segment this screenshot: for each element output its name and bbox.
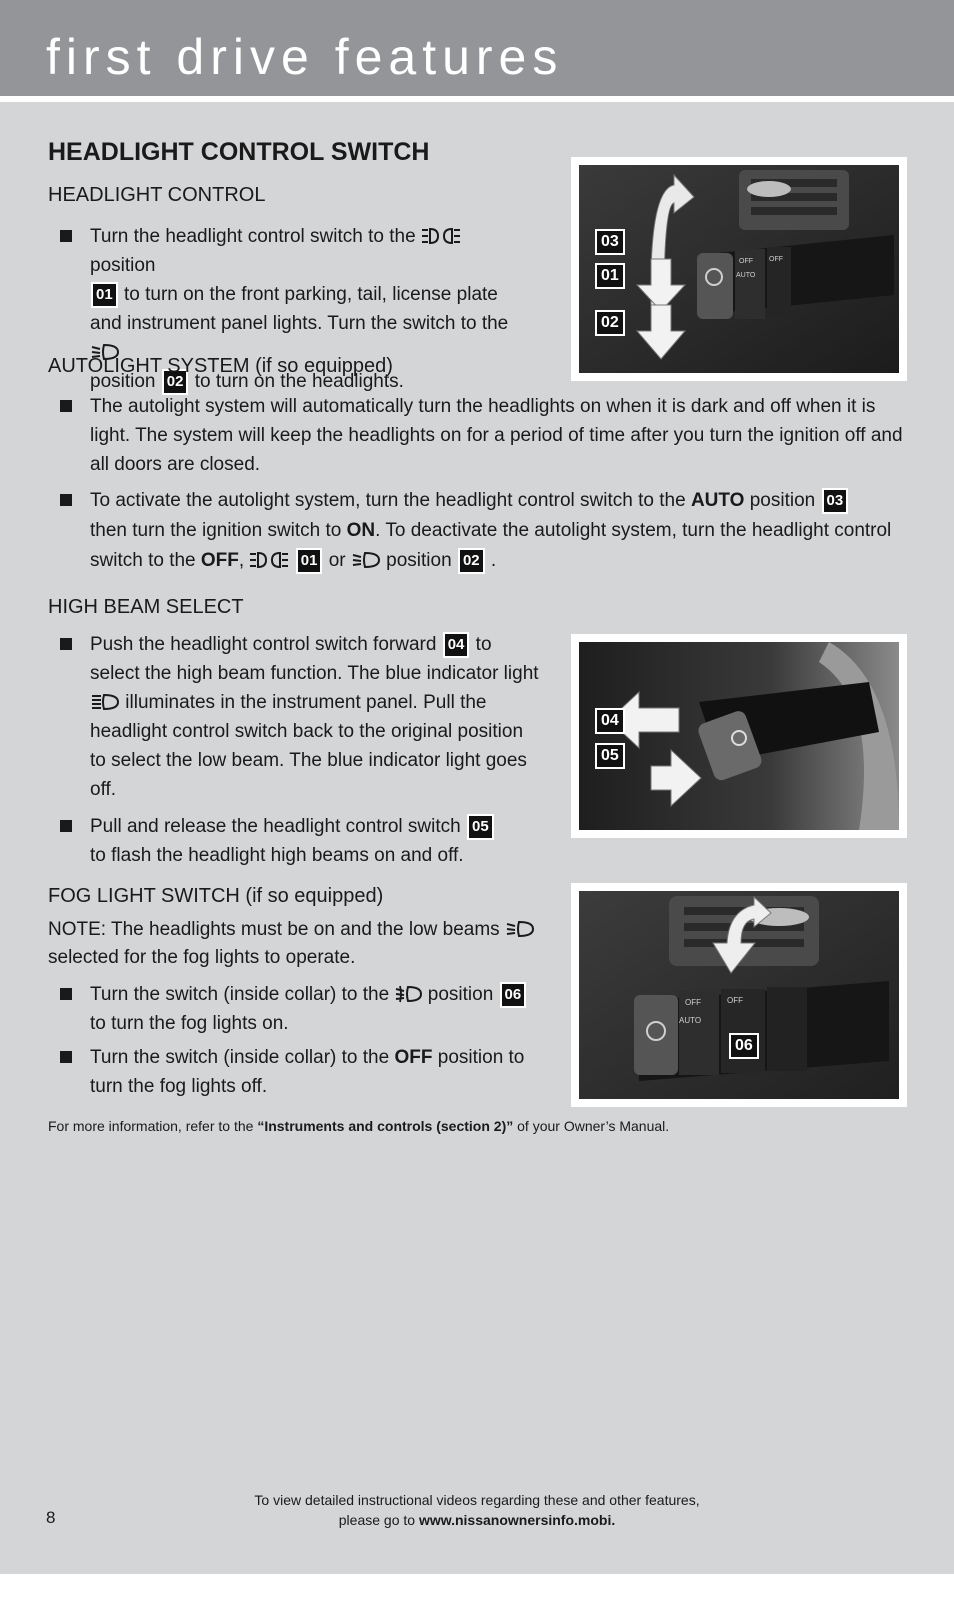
off-label: OFF (394, 1047, 433, 1068)
switch-text-auto: AUTO (679, 1016, 702, 1025)
callout-label-01: 01 (595, 263, 625, 289)
switch-text-off: OFF (727, 996, 743, 1005)
text: To activate the autolight system, turn the headlight control switch to the (90, 490, 686, 511)
page-number: 8 (46, 1508, 56, 1527)
text: For more information, refer to the (48, 1118, 254, 1134)
subheading-headlight-control: HEADLIGHT CONTROL (48, 184, 266, 206)
text: . (490, 550, 497, 571)
page-title: first drive features (46, 29, 564, 85)
text: position (90, 255, 156, 276)
on-label: ON (346, 520, 376, 541)
photo-image (579, 891, 899, 1099)
bullet-text: The autolight system will automatically turn the headlights on when it is dark and off when it is light. The system will keep the headlights on for a period of time after you turn the ignition off and all doors are closed. (90, 396, 903, 475)
footer (200, 1490, 754, 1530)
bullet-text (90, 486, 920, 576)
callout-label-02: 02 (595, 310, 625, 336)
header-rule (0, 96, 954, 102)
text: selected for the fog lights to operate. (48, 947, 356, 968)
callout-badge: 06 (502, 984, 525, 1006)
headlight-low-beam-icon (505, 920, 535, 938)
text: please go to (338, 1512, 416, 1528)
photo-image (579, 642, 899, 830)
bullet-text (90, 1043, 560, 1101)
bullet-text (90, 630, 540, 804)
bullet-square (60, 988, 72, 1000)
text: then turn the ignition switch to (90, 520, 342, 541)
switch-text-off: OFF (769, 256, 783, 263)
text: Turn the headlight control switch to the (90, 226, 416, 247)
callout-badge: 03 (824, 490, 847, 512)
callout-label-05: 05 (595, 743, 625, 769)
manual-section-reference: “Instruments and controls (section 2)” (257, 1118, 514, 1134)
subheading-high-beam: HIGH BEAM SELECT (48, 596, 244, 618)
high-beam-icon (90, 693, 120, 711)
text: Pull and release the headlight control switch (90, 816, 461, 837)
text: position (427, 984, 494, 1005)
bullet-text (90, 980, 550, 1038)
callout-badge: 02 (164, 371, 187, 393)
fog-light-icon (394, 985, 422, 1003)
text: . To deactivate the autolight system, turn the headlight control switch to the (90, 520, 892, 571)
callout-badge: 02 (460, 550, 483, 572)
text: Turn the switch (inside collar) to the (90, 984, 390, 1005)
parking-lights-icon (249, 551, 289, 569)
off-label: OFF (200, 550, 239, 571)
bullet-square (60, 230, 72, 242)
auto-label: AUTO (690, 490, 745, 511)
text: to turn on the front parking, tail, license plate and instrument panel lights. Turn the switch to the (90, 284, 509, 334)
text: , (238, 550, 245, 571)
text: to turn the fog lights on. (90, 1013, 289, 1034)
photo-fog-light (571, 883, 907, 1107)
callout-badge: 04 (445, 634, 468, 656)
bullet-square (60, 400, 72, 412)
high-beam-illustration (579, 642, 899, 830)
parking-lights-icon (421, 227, 461, 245)
bullet-square (60, 494, 72, 506)
fog-note (48, 916, 548, 972)
photo-image (579, 165, 899, 373)
headlight-switch-illustration (579, 165, 899, 373)
photo-high-beam (571, 634, 907, 838)
text: position (386, 550, 452, 571)
footer-line (200, 1510, 754, 1530)
photo-headlight-switch (571, 157, 907, 381)
fog-switch-illustration (579, 891, 899, 1099)
callout-label-04: 04 (595, 708, 625, 734)
subheading-fog-light: FOG LIGHT SWITCH (if so equipped) (48, 885, 384, 907)
text: to flash the headlight high beams on and off. (90, 845, 464, 866)
text: position to turn the fog lights off. (90, 1047, 525, 1097)
text: NOTE: The headlights must be on and the low beams (48, 919, 500, 940)
text: to select the high beam function. The blue indicator light (90, 634, 539, 684)
headlight-low-beam-icon (351, 551, 381, 569)
footer-line: To view detailed instructional videos regarding these and other features, (254, 1492, 700, 1508)
switch-text-off: OFF (685, 998, 701, 1007)
section-heading: HEADLIGHT CONTROL SWITCH (48, 138, 430, 166)
text: position (749, 490, 816, 511)
callout-label-06: 06 (729, 1033, 759, 1059)
text: position (90, 371, 156, 392)
text: Turn the switch (inside collar) to the (90, 1047, 390, 1068)
callout-label-03: 03 (595, 229, 625, 255)
website-link[interactable]: www.nissanownersinfo.mobi. (418, 1512, 616, 1528)
switch-text-auto: AUTO (736, 272, 756, 279)
header-banner (0, 0, 954, 96)
text: Push the headlight control switch forward (90, 634, 437, 655)
footnote (48, 1118, 669, 1134)
text: or (328, 550, 346, 571)
bullet-square (60, 638, 72, 650)
bullet-text (90, 812, 540, 870)
text: of your Owner’s Manual. (517, 1118, 670, 1134)
bullet-square (60, 820, 72, 832)
callout-badge: 01 (298, 550, 321, 572)
subheading-autolight: AUTOLIGHT SYSTEM (if so equipped) (48, 355, 393, 377)
text: to turn on the headlights. (194, 371, 404, 392)
callout-badge: 05 (469, 816, 492, 838)
bullet-square (60, 1051, 72, 1063)
text: illuminates in the instrument panel. Pull the headlight control switch back to the original position to select the low beam. The blue indicator light goes off. (90, 692, 527, 800)
callout-badge: 01 (93, 284, 116, 306)
switch-text-off: OFF (739, 258, 753, 265)
